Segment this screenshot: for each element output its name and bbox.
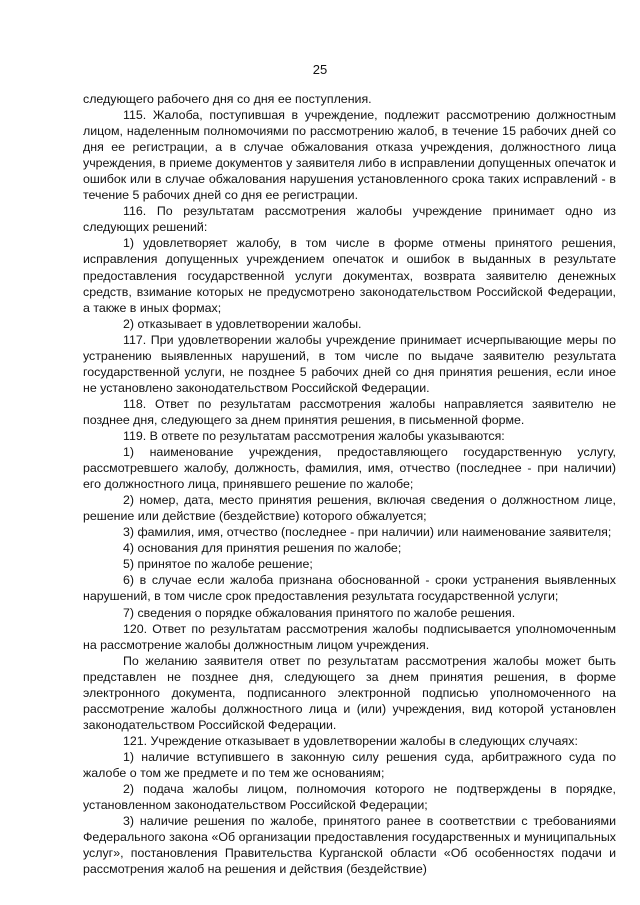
document-body xyxy=(83,91,616,877)
paragraph-119-item-4: 4) основания для принятия решения по жалобе; xyxy=(123,541,402,556)
paragraph-121-item-2: 2) подача жалобы лицом, полномочия которого не подтверждены в порядке, установленном законодательством Российской Федерации; xyxy=(83,782,616,813)
paragraph-119-item-3: 3) фамилия, имя, отчество (последнее - при наличии) или наименование заявителя; xyxy=(123,525,612,540)
paragraph-119-item-7: 7) сведения о порядке обжалования принятого по жалобе решения. xyxy=(123,605,516,620)
paragraph-116-item-1: 1) удовлетворяет жалобу, в том числе в форме отмены принятого решения, исправления допущенных учреждением опечаток и ошибок в выданных в результате предоставления государственной услуги документах, возврата заявителю денежных средств, взимание которых не предусмотрено законодательством Российской Федерации, а также в иных формах; xyxy=(83,236,616,315)
paragraph-118: 118. Ответ по результатам рассмотрения жалобы направляется заявителю не позднее дня, следующего за днем принятия решения, в письменной форме. xyxy=(83,396,616,427)
paragraph-121-item-1: 1) наличие вступившего в законную силу решения суда, арбитражного суда по жалобе о том же предмете и по тем же основаниям; xyxy=(83,749,616,780)
paragraph-115: 115. Жалоба, поступившая в учреждение, подлежит рассмотрению должностным лицом, наделенным полномочиями по рассмотрению жалоб, в течение 15 рабочих дней со дня ее регистрации, а в случае обжалования отказа учреждения, должностного лица учреждения, в приеме документов у заявителя либо в исправлении допущенных опечаток и ошибок или в случае обжалования нарушения установленного срока таких исправлений - в течение 5 рабочих дней со дня ее регистрации. xyxy=(83,108,616,203)
paragraph-117: 117. При удовлетворении жалобы учреждение принимает исчерпывающие меры по устранению выявленных нарушений, в том числе по выдаче заявителю результата государственной услуги, не позднее 5 рабочих дней со дня принятия решения, если иное не установлено законодательством Российской Федерации. xyxy=(83,332,616,395)
paragraph-120-electronic: По желанию заявителя ответ по результатам рассмотрения жалобы может быть представлен не позднее дня, следующего за днем принятия решения, в форме электронного документа, подписанного электронной подписью уполномоченного на рассмотрение жалобы должностного лица и (или) учреждения, вид которой установлен законодательством Российской Федерации. xyxy=(83,653,616,732)
paragraph-116: 116. По результатам рассмотрения жалобы учреждение принимает одно из следующих решений: xyxy=(83,204,616,235)
paragraph-119-item-6: 6) в случае если жалоба признана обоснованной - сроки устранения выявленных нарушений, в том числе срок предоставления результата государственной услуги; xyxy=(83,573,616,604)
paragraph-119-item-2: 2) номер, дата, место принятия решения, включая сведения о должностном лице, решение или действие (бездействие) которого обжалуется; xyxy=(83,493,616,524)
paragraph-121-item-3: 3) наличие решения по жалобе, принятого ранее в соответствии с требованиями Федерального закона «Об организации предоставления государственных и муниципальных услуг», постановления Правительства Курганской области «Об особенностях подачи и рассмотрения жалоб на решения и действия (бездействие) xyxy=(83,814,616,877)
paragraph-119-item-1: 1) наименование учреждения, предоставляющего государственную услугу, рассмотревшего жалобу, должность, фамилия, имя, отчество (последнее - при наличии) его должностного лица, принявшего решение по жалобе; xyxy=(83,445,616,492)
page-number: 25 xyxy=(312,62,328,77)
paragraph-121: 121. Учреждение отказывает в удовлетворении жалобы в следующих случаях: xyxy=(123,733,578,748)
paragraph-119: 119. В ответе по результатам рассмотрения жалобы указываются: xyxy=(123,428,505,443)
paragraph-120: 120. Ответ по результатам рассмотрения жалобы подписывается уполномоченным на рассмотрение жалобы должностным лицом учреждения. xyxy=(83,621,616,652)
paragraph-119-item-5: 5) принятое по жалобе решение; xyxy=(123,557,313,572)
paragraph-continuation: следующего рабочего дня со дня ее поступления. xyxy=(83,92,372,106)
paragraph-116-item-2: 2) отказывает в удовлетворении жалобы. xyxy=(123,316,362,331)
